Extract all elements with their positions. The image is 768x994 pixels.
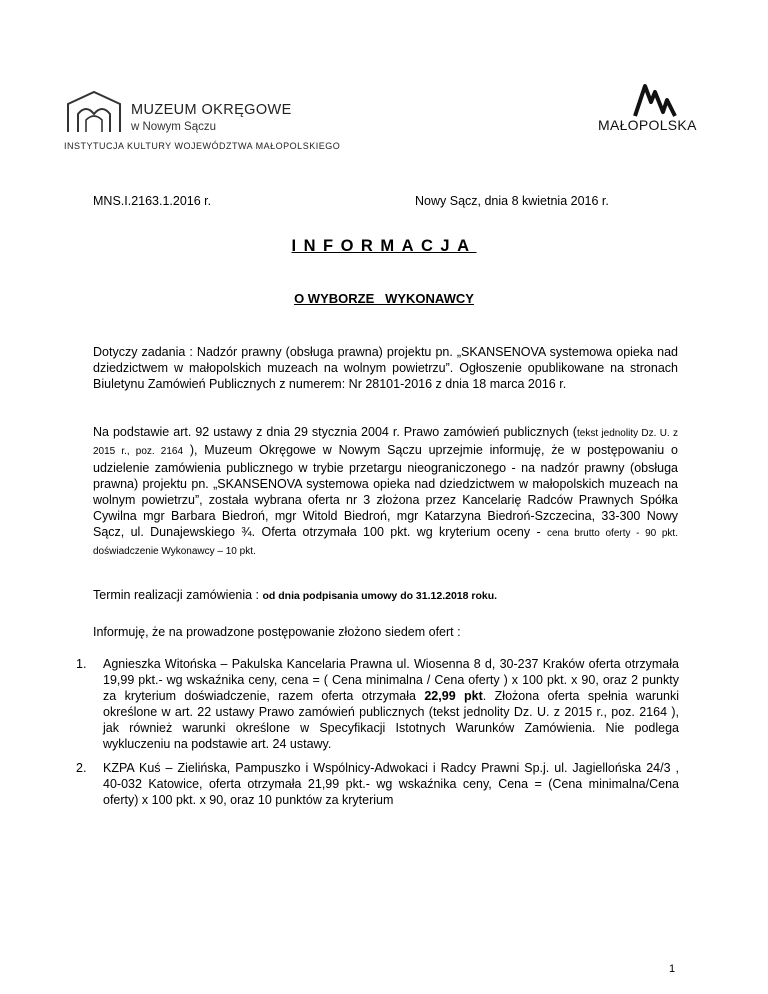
page-number: 1 bbox=[669, 963, 676, 975]
list-item-text: Agnieszka Witońska – Pakulska Kancelaria Prawna ul. Wiosenna 8 d, 30-237 Kraków oferta otrzymała 19,99 pkt.- wg wskaźnika ceny, cena = ( Cena minimalna / Cena oferty ) x 100 pkt. x 90, oraz 2 punkty za kryterium doświadczenie, razem oferta otrzymała bbox=[103, 657, 679, 703]
document-title: INFORMACJA bbox=[291, 237, 477, 255]
term-value: od dnia podpisania umowy do 31.12.2018 roku. bbox=[262, 590, 498, 602]
institution-line: INSTYTUCJA KULTURY WOJEWÓDZTWA MAŁOPOLSKIEGO bbox=[64, 141, 341, 151]
paragraph-decision-legal-ref: tekst jednolity Dz. U. z 2015 r., poz. 2164 bbox=[93, 428, 679, 457]
list-item-text: KZPA Kuś – Zielińska, Pampuszko i Wspólnicy-Adwokaci i Radcy Prawni Sp.j. ul. Jagiellońska 24/3 , 40-032 Katowice, oferta otrzymała 21,99 pkt.- wg wskaźnika ceny, Cena = (Cena minimalna/Cena oferty) x 100 pkt. x 90, oraz 10 punktów za kryterium bbox=[103, 761, 679, 807]
paragraph-decision-part2: ), Muzeum Okręgowe w Nowym Sączu uprzejmie informuję, że w postępowaniu o udzielenie zamówienia publicznego w trybie przetargu nieograniczonego - na nadzór prawny (obsługa prawna) projektu pn. „SKANSENOVA systemowa opieka nad dziedzictwem w małopolskich muzeach na wolnym powietrzu”, została wybrana oferta nr 3 złożona przez Kancelarię Radców Prawnych Spółka Cywilna mgr Barbara Biedroń, mgr Witold Biedroń, mgr Katarzyna Biedroń-Szczecina, 33-300 Nowy Sącz, ul. Dunajewskiego ¾. Oferta otrzymała 100 pkt. wg kryterium oceny - bbox=[93, 443, 678, 539]
paragraph-subject: Dotyczy zadania : Nadzór prawny (obsługa prawna) projektu pn. „SKANSENOVA systemowa opieka nad dziedzictwem w małopolskich muzeach na wolnym powietrzu”. Ogłoszenie opublikowane na stronach Biuletynu Zamówień Publicznych z numerem: Nr 28101-2016 z dnia 18 marca 2016 r. bbox=[93, 345, 678, 391]
list-item-score: 22,99 pkt bbox=[424, 689, 483, 703]
region-logo-icon bbox=[633, 82, 677, 118]
list-item-number: 1. bbox=[76, 657, 87, 671]
list-item-number: 2. bbox=[76, 761, 87, 775]
reference-number: MNS.I.2163.1.2016 r. bbox=[93, 194, 212, 208]
paragraph-decision-part1: Na podstawie art. 92 ustawy z dnia 29 stycznia 2004 r. Prawo zamówień publicznych ( bbox=[93, 425, 577, 439]
list-item bbox=[76, 760, 679, 808]
list-item bbox=[76, 656, 679, 752]
dateline: Nowy Sącz, dnia 8 kwietnia 2016 r. bbox=[415, 194, 609, 208]
museum-location: w Nowym Sączu bbox=[131, 121, 216, 133]
document-subtitle: O WYBORZE WYKONAWCY bbox=[294, 291, 474, 306]
offers-intro: Informuję, że na prowadzone postępowanie złożono siedem ofert : bbox=[93, 625, 461, 639]
term-line bbox=[93, 588, 497, 602]
paragraph-decision bbox=[93, 424, 678, 560]
paragraph-decision-criteria: cena brutto oferty - 90 pkt. doświadczenie Wykonawcy – 10 pkt. bbox=[93, 528, 678, 557]
region-name: MAŁOPOLSKA bbox=[598, 117, 697, 133]
term-label: Termin realizacji zamówienia : bbox=[93, 588, 263, 602]
list-item-text-cont: . Złożona oferta spełnia warunki określone w art. 22 ustawy Prawo zamówień publicznych (tekst jednolity Dz. U. z 2015 r., poz. 2164 ), jak również warunki określone w Specyfikacji Istotnych Warunków Zamówienia. Nie podlega wykluczeniu na podstawie art. 24 ustawy. bbox=[103, 689, 679, 751]
offers-list bbox=[76, 656, 679, 816]
museum-name: MUZEUM OKRĘGOWE bbox=[131, 102, 292, 118]
museum-logo-icon bbox=[64, 90, 124, 134]
